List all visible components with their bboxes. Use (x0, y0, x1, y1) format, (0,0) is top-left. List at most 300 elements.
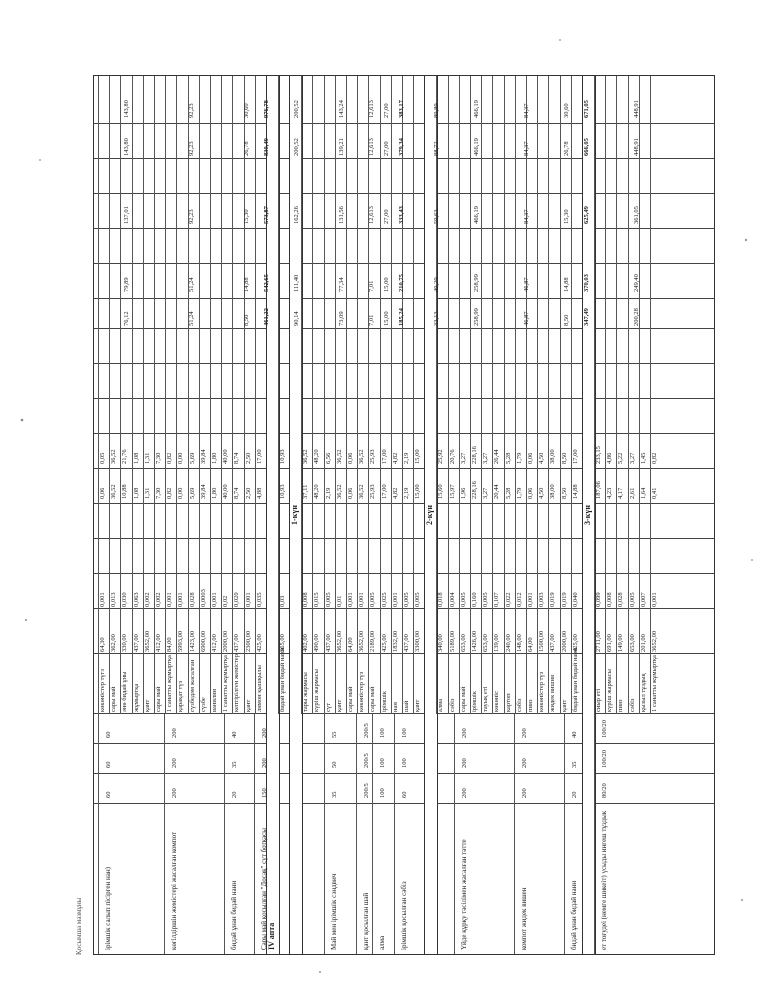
row-divider (548, 76, 549, 714)
row-divider (380, 76, 381, 714)
value-c: 1,80 (211, 487, 218, 499)
column-divider (94, 743, 714, 744)
value-b: 0,005 (482, 592, 490, 607)
total-t1: 33,13 (433, 311, 440, 326)
value-c: 36,52 (110, 484, 118, 499)
total-t5: 92,23 (188, 103, 195, 118)
value-a: 148,00 (515, 634, 523, 652)
dish-divider (324, 714, 325, 954)
row-divider (109, 76, 110, 714)
value-a: 653,00 (459, 634, 467, 652)
value-b: 0,020 (233, 592, 241, 607)
value-c: 3,27 (482, 487, 490, 499)
row-divider (628, 76, 629, 714)
column-divider (94, 803, 714, 804)
ingredient-name: сәбіз (628, 698, 636, 712)
total-t1: 461,22 (263, 308, 270, 326)
value-a: 2300,00 (244, 630, 252, 652)
value-b: 0,005 (628, 592, 636, 607)
portion-c2: 100/20 (601, 749, 608, 768)
value-c: 2,61 (628, 487, 636, 499)
ingredient-name: 1 санатты жұмыртқа (651, 655, 658, 712)
dish-name: қант қосылған шай (362, 892, 370, 950)
ingredient-name: қызыл тұздық (639, 673, 647, 712)
total-t5: 12,613 (368, 100, 375, 118)
value-a: 201,00 (639, 634, 647, 652)
section-row-day2: 2-күн (424, 76, 438, 954)
total-t4: 27,00 (383, 141, 390, 156)
value-b: 0,022 (504, 592, 512, 607)
value-c: 10,88 (121, 484, 129, 499)
value-c: 1,31 (143, 487, 151, 499)
portion-c1: 200 (461, 788, 468, 798)
ingredient-name: көкөністер түз (358, 671, 366, 712)
total-t3: 573,87 (263, 206, 270, 224)
total-t2: 258,99 (473, 274, 480, 292)
value-d: 36,52 (110, 449, 118, 464)
value-d: 21,76 (121, 449, 129, 464)
value-b: 0,001 (391, 592, 399, 607)
portion-c3: 200 (461, 728, 468, 738)
ingredient-name: жұмыртқа (132, 683, 140, 712)
value-b: 0,002 (143, 592, 151, 607)
row-divider (560, 76, 561, 714)
total-t1: 8,50 (563, 314, 570, 326)
portion-c1: 200 (521, 788, 528, 798)
value-b: 0,001 (358, 592, 366, 607)
section-row-day1: 1-күн (289, 76, 303, 954)
total-t3: 84,37 (523, 209, 530, 224)
total-t5: 448,91 (633, 100, 640, 118)
portion-c1: 20 (231, 791, 238, 798)
ingredient-name: күріш жармасы (606, 669, 614, 712)
rotated-table-sheet (75, 75, 715, 955)
total-t5: 143,80 (123, 100, 130, 118)
total-t3: 162,26 (293, 206, 300, 224)
total-t4: 26,78 (243, 141, 250, 156)
value-c: 36,52 (358, 484, 366, 499)
value-c: 0,82 (166, 487, 174, 499)
portion-c3: 200/5 (363, 723, 370, 738)
total-t4: 26,78 (563, 141, 570, 156)
row-divider (639, 76, 640, 714)
value-a: 64,00 (347, 637, 354, 652)
value-a: 691,00 (606, 634, 614, 652)
value-b: 0,019 (560, 592, 568, 607)
row-divider (335, 76, 336, 714)
ingredient-name: пияз (527, 699, 534, 712)
value-b: 0,007 (639, 592, 647, 607)
total-t5: 976,78 (263, 100, 270, 118)
total-t5: 671,05 (583, 100, 590, 118)
total-t4: 88,72 (433, 141, 440, 156)
value-a: 1426,00 (471, 630, 478, 652)
value-d: 2,19 (403, 452, 410, 464)
page-header (75, 75, 93, 955)
ingredient-name: күріш жармасы (313, 669, 321, 712)
portion-c1: 35 (331, 791, 338, 798)
ingredient-name: алма (437, 698, 445, 712)
ingredient-name: нан (391, 702, 399, 712)
row-divider (244, 76, 245, 714)
value-b: 0,01 (335, 595, 343, 607)
value-a: 362,00 (110, 634, 118, 652)
total-t2: 210,75 (398, 274, 405, 292)
value-c: 15,97 (448, 484, 456, 499)
value-a: 653,00 (482, 634, 490, 652)
portion-c3: 200 (261, 728, 268, 738)
value-a: 2711,00 (595, 631, 602, 652)
value-d: 39,84 (199, 449, 207, 464)
row-divider (188, 76, 189, 714)
total-t3: 92,23 (188, 209, 195, 224)
value-c: 5,69 (188, 487, 196, 499)
ingredient-name: тары жармасы (302, 672, 310, 712)
ingredient-name: сүзбедәм жасалған (188, 659, 196, 712)
portion-c1: 200/5 (363, 783, 370, 798)
portion-c2: 35 (231, 761, 238, 768)
value-d: 0,82 (166, 452, 174, 464)
portion-c2: 35 (571, 761, 578, 768)
total-t1: 8,50 (243, 314, 250, 326)
row-divider (481, 76, 482, 714)
ingredient-name: сиыр еті (595, 688, 602, 712)
portion-c1: 200 (171, 788, 178, 798)
value-b: 0,005 (324, 592, 332, 607)
total-t2: 249,40 (633, 274, 640, 292)
row-divider (221, 76, 222, 714)
value-a: 2189,00 (369, 630, 377, 652)
total-t2: 49,29 (433, 277, 440, 292)
portion-c3: 200 (521, 728, 528, 738)
total-t4: 143,80 (123, 138, 130, 156)
row-divider (616, 76, 617, 714)
row-divider (368, 76, 369, 714)
value-b: 0,028 (617, 592, 625, 607)
value-b: 0,005 (459, 592, 467, 607)
total-t1: 185,24 (398, 308, 405, 326)
total-t4: 666,05 (583, 138, 590, 156)
value-c: 0,06 (99, 487, 106, 499)
value-c: 2,19 (403, 487, 410, 499)
value-b: 0,015 (313, 592, 321, 607)
row-divider (650, 76, 651, 714)
dish-divider (98, 714, 99, 954)
row-divider (143, 76, 144, 714)
dish-name: бидай ұнан бидай нанн (570, 880, 578, 950)
portion-c2: 200 (461, 758, 468, 768)
value-a: 330,00 (121, 634, 129, 652)
value-b: 0,001 (527, 592, 534, 607)
dish-name: компот жидек вишен (520, 887, 528, 950)
value-a: 1423,00 (188, 630, 196, 652)
dish-divider (514, 714, 515, 954)
dish-name: ірімшік салып пісірген нан) (104, 867, 112, 950)
value-b: 0,028 (188, 592, 196, 607)
value-d: 20,76 (448, 449, 456, 464)
value-d: 0,82 (651, 452, 658, 464)
value-d: 1,45 (639, 452, 647, 464)
dish-name: алма (378, 935, 386, 950)
value-b: 0,160 (471, 592, 478, 607)
row-divider (301, 76, 302, 714)
portion-c1: 150 (261, 788, 268, 798)
value-c: 38,00 (549, 484, 557, 499)
value-c: 0,41 (651, 487, 658, 499)
portion-c3: 100/20 (601, 719, 608, 738)
portion-c3: 40 (571, 731, 578, 738)
portion-c3: 200 (171, 728, 178, 738)
total-t5: 27,00 (383, 103, 390, 118)
total-t1: 73,09 (338, 311, 345, 326)
ingredient-name: шай (403, 700, 410, 712)
row-divider (459, 76, 460, 714)
total-t1: 90,14 (293, 311, 300, 326)
ingredient-name: кептірілген жемістер (233, 654, 241, 712)
value-b: 0,003 (538, 592, 546, 607)
total-t3: 15,30 (563, 209, 570, 224)
row-divider (605, 76, 606, 714)
value-d: 1,08 (132, 452, 140, 464)
row-divider (391, 76, 392, 714)
value-d: 5,28 (504, 452, 512, 464)
value-d: 228,16 (471, 446, 478, 464)
ingredient-name: қант (244, 699, 252, 712)
total-t5: 143,24 (338, 100, 345, 118)
value-d: 6,56 (324, 452, 332, 464)
value-c: 10,93 (279, 484, 286, 499)
total-t4: 448,91 (633, 138, 640, 156)
dish-divider (372, 714, 373, 954)
row-divider (154, 76, 155, 714)
value-b: 0,035 (255, 592, 263, 607)
value-b: 0,040 (571, 592, 579, 607)
value-b: 0,001 (244, 592, 252, 607)
total-t4: 84,37 (523, 141, 530, 156)
value-a: 64,30 (99, 637, 106, 652)
total-t3: 27,00 (383, 209, 390, 224)
ingredient-name: көкөністер түгз (99, 669, 106, 712)
value-b: 0,018 (437, 592, 445, 607)
value-d: 0,06 (347, 452, 354, 464)
value-c: 1,96 (459, 487, 467, 499)
row-divider (413, 76, 414, 714)
value-c: 48,20 (313, 484, 321, 499)
portion-c3: 100 (401, 728, 408, 738)
value-b: 0,025 (380, 592, 388, 607)
total-t4: 830,49 (263, 138, 270, 156)
value-a: 3652,00 (651, 630, 658, 652)
ingredient-name: көкөніс (493, 691, 501, 712)
total-t3: 15,30 (243, 209, 250, 224)
value-a: 425,00 (255, 634, 263, 652)
portion-c1: 100 (379, 788, 386, 798)
portion-c2: 60 (105, 761, 112, 768)
value-d: 1,31 (143, 452, 151, 464)
value-c: 4,82 (391, 487, 399, 499)
total-t1: 258,99 (473, 308, 480, 326)
value-a: 139,00 (493, 634, 501, 652)
row-divider (232, 76, 233, 714)
dish-name: ірімшік қосылған сәбіз (400, 881, 408, 950)
ingredient-name: ванилин (211, 688, 218, 712)
value-d: 17,00 (255, 449, 263, 464)
row-divider (357, 76, 358, 714)
dish-name: Сары май қосылған "Досақ" сүт ботқасы (260, 828, 268, 950)
value-d: 3,27 (482, 452, 490, 464)
page-header-text: Қосымша мазмұны (75, 897, 83, 955)
value-d: 10,93 (279, 449, 286, 464)
value-a: 365,00 (279, 634, 286, 652)
total-t2: 14,88 (563, 277, 570, 292)
value-d: 36,52 (358, 449, 366, 464)
value-d: 8,50 (560, 452, 568, 464)
total-t2: 15,00 (383, 277, 390, 292)
value-a: 412,00 (155, 634, 162, 652)
menu-table (93, 75, 715, 955)
value-c: 2,50 (244, 487, 252, 499)
ingredient-name: лимон қышқылы (255, 665, 263, 712)
dish-divider (454, 714, 455, 954)
section-row-week4: IV апта (266, 76, 280, 954)
column-divider (94, 773, 714, 774)
total-t2: 111,40 (293, 274, 300, 292)
value-a: 437,00 (233, 634, 241, 652)
value-c: 15,60 (437, 484, 445, 499)
value-d: 1,79 (515, 452, 523, 464)
total-t3: 12,613 (368, 206, 375, 224)
value-d: 25,93 (369, 449, 377, 464)
value-a: 653,00 (628, 634, 636, 652)
total-t1: 200,28 (633, 308, 640, 326)
value-a: 412,00 (211, 634, 218, 652)
row-divider (504, 76, 505, 714)
value-c: 20,44 (493, 484, 501, 499)
value-c: 4,17 (617, 487, 625, 499)
value-a: 402,00 (302, 634, 310, 652)
total-t1: 51,24 (188, 311, 195, 326)
value-c: 187,06 (595, 481, 602, 499)
dish-divider (356, 714, 357, 954)
value-d: 4,86 (606, 452, 614, 464)
value-d: 15,00 (414, 449, 422, 464)
value-a: 425,00 (380, 634, 388, 652)
ingredient-name: қант (335, 699, 343, 712)
ingredient-name: қант (414, 699, 422, 712)
ingredient-name: қарақат түз (177, 680, 185, 712)
ingredient-name: бидай ұнан бидай нанн (571, 647, 579, 712)
value-d: 40,00 (222, 449, 230, 464)
value-c: 1,79 (515, 487, 523, 499)
value-c: 25,93 (369, 484, 377, 499)
value-d: 3,27 (459, 452, 467, 464)
row-divider (176, 76, 177, 714)
portion-c2: 100 (401, 758, 408, 768)
value-b: 0,099 (595, 592, 602, 607)
value-a: 6900,00 (199, 630, 207, 652)
value-b: 0,030 (121, 592, 129, 607)
value-d: 25,92 (437, 449, 445, 464)
value-d: 0,00 (177, 452, 185, 464)
value-c: 2,19 (324, 487, 332, 499)
value-a: 437,00 (132, 634, 140, 652)
total-t1: 15,00 (383, 311, 390, 326)
value-a: 5189,00 (448, 630, 456, 652)
ingredient-name: сүт (324, 703, 332, 712)
value-c: 36,52 (335, 484, 343, 499)
value-d: 36,52 (302, 449, 310, 464)
value-b: 0,001 (166, 592, 174, 607)
value-c: 39,84 (199, 484, 207, 499)
total-t5: 89,89 (433, 103, 440, 118)
value-a: 3652,00 (143, 630, 151, 652)
value-c: 14,88 (571, 484, 579, 499)
value-b: 0,001 (99, 592, 106, 607)
value-c: 1,08 (132, 487, 140, 499)
value-c: 4,23 (606, 487, 614, 499)
dish-divider (394, 714, 395, 954)
value-a: 1500,00 (538, 630, 546, 652)
value-b: 0,008 (606, 592, 614, 607)
row-divider (436, 76, 437, 714)
total-t4: 200,52 (293, 138, 300, 156)
value-b: 0,005 (403, 592, 410, 607)
portion-c3: 40 (231, 731, 238, 738)
row-divider (448, 76, 449, 714)
value-b: 0,005 (369, 592, 377, 607)
value-d: 4,50 (538, 452, 546, 464)
ingredient-name: қант (143, 699, 151, 712)
total-t4: 92,23 (188, 141, 195, 156)
value-a: 340,00 (437, 634, 445, 652)
value-d: 1,80 (211, 452, 218, 464)
value-c: 17,00 (380, 484, 388, 499)
total-t1: 46,87 (523, 311, 530, 326)
value-c: 0,06 (527, 487, 534, 499)
value-d: 233,15 (595, 446, 602, 464)
total-t4: 139,21 (338, 138, 345, 156)
row-divider (492, 76, 493, 714)
total-t2: 46,87 (523, 277, 530, 292)
total-t5: 383,17 (398, 100, 405, 118)
total-t2: 7,01 (368, 280, 375, 292)
value-b: 0,019 (549, 592, 557, 607)
row-divider (594, 76, 595, 714)
value-d: 26,44 (493, 449, 501, 464)
ingredient-name: сары май (459, 686, 467, 712)
value-b: 0,001 (177, 592, 185, 607)
dish-divider (594, 714, 595, 954)
value-d: 3,27 (628, 452, 636, 464)
ingredient-name: ірімшік (471, 691, 478, 712)
value-b: 0,004 (448, 592, 456, 607)
total-t5: 200,52 (293, 100, 300, 118)
ingredient-name: сәбіз (448, 698, 456, 712)
row-divider (199, 76, 200, 714)
ingredient-name: ірімшік (380, 691, 388, 712)
portion-c2: 100 (379, 758, 386, 768)
value-d: 0,05 (99, 452, 106, 464)
value-c: 7,30 (155, 487, 162, 499)
value-a: 1832,00 (391, 630, 399, 652)
portion-c2: 200 (261, 758, 268, 768)
value-b: 0,107 (493, 592, 501, 607)
row-divider (324, 76, 325, 714)
total-t2: 51,24 (188, 277, 195, 292)
row-divider (210, 76, 211, 714)
portion-c1: 60 (401, 791, 408, 798)
dish-name: ет тоғудеі (немге шикеіт) үсыды ингеш тұздык (600, 810, 608, 950)
